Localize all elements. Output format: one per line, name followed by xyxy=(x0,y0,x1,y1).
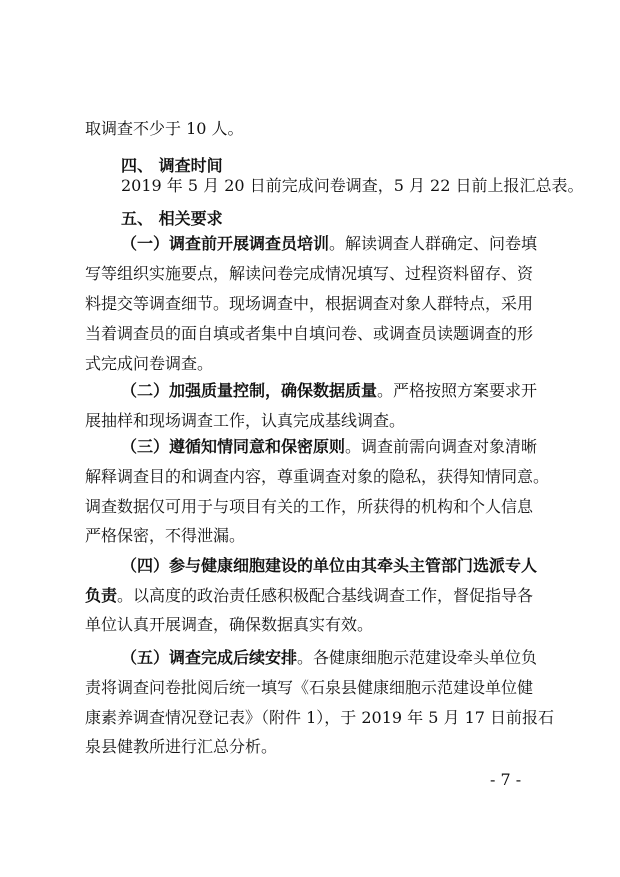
line-text: 式完成问卷调查。 xyxy=(85,354,214,373)
line-text: 料提交等调查细节。现场调查中，根据调查对象人群特点，采用 xyxy=(85,294,534,313)
body-line xyxy=(85,411,405,431)
paragraph-lead: （二）加强质量控制，确保数据质量 xyxy=(121,381,378,400)
body-line xyxy=(85,526,245,546)
paragraph-lead: （一）调查前开展调查员培训 xyxy=(121,234,330,253)
body-line xyxy=(85,264,533,284)
line-text: 康素养调查情况登记表》（附件 1），于 2019 年 5 月 17 日前报石 xyxy=(85,708,555,727)
paragraph-lead: 负责 xyxy=(85,586,118,605)
body-line xyxy=(85,586,533,606)
heading-text: 五、 相关要求 xyxy=(121,209,223,228)
line-text: 严格保密，不得泄漏。 xyxy=(85,526,246,545)
line-text: 取调查不少于 10 人。 xyxy=(85,119,244,138)
body-line xyxy=(85,324,533,344)
line-text: 。解读调查人群确定、问卷填 xyxy=(329,234,538,253)
paragraph-lead: （四）参与健康细胞建设的单位由其牵头主管部门选派专人 xyxy=(121,556,538,575)
paragraph-first-line xyxy=(121,556,537,576)
paragraph-first-line xyxy=(121,234,537,254)
line-text: 。调查前需向调查对象清晰 xyxy=(345,437,538,456)
line-text: 写等组织实施要点，解读问卷完成情况填写、过程资料留存、资 xyxy=(85,264,534,283)
paragraph-first-line xyxy=(121,437,537,457)
heading-text: 四、 调查时间 xyxy=(121,156,223,175)
body-line xyxy=(85,467,549,487)
body-line xyxy=(85,497,533,517)
paragraph-lead: （五）调查完成后续安排 xyxy=(121,648,298,667)
section-heading xyxy=(121,209,223,229)
line-text: 。以高度的政治责任感积极配合基线调查工作，督促指导各 xyxy=(117,586,534,605)
body-line xyxy=(85,708,554,728)
paragraph-first-line xyxy=(121,648,537,668)
line-text: 责将调查问卷批阅后统一填写《石泉县健康细胞示范建设单位健 xyxy=(85,678,534,697)
paragraph-first-line xyxy=(121,381,537,401)
body-line xyxy=(121,176,584,196)
line-text: 解释调查目的和调查内容，尊重调查对象的隐私，获得知情同意。 xyxy=(85,467,550,486)
line-text: 泉县健教所进行汇总分析。 xyxy=(85,737,278,756)
body-line xyxy=(85,678,533,698)
page-number: - 7 - xyxy=(490,770,522,789)
line-text: 。严格按照方案要求开 xyxy=(377,381,538,400)
line-text: 2019 年 5 月 20 日前完成问卷调查，5 月 22 日前上报汇总表。 xyxy=(121,176,584,195)
body-line xyxy=(85,737,277,757)
body-line xyxy=(85,354,213,374)
line-text: 调查数据仅可用于与项目有关的工作，所获得的机构和个人信息 xyxy=(85,497,534,516)
line-text: 当着调查员的面自填或者集中自填问卷、或调查员读题调查的形 xyxy=(85,324,534,343)
body-line xyxy=(85,615,373,635)
line-text: 单位认真开展调查，确保数据真实有效。 xyxy=(85,615,374,634)
body-line xyxy=(85,294,533,314)
line-text: 展抽样和现场调查工作，认真完成基线调查。 xyxy=(85,411,406,430)
paragraph-lead: （三）遵循知情同意和保密原则 xyxy=(121,437,346,456)
body-line xyxy=(85,119,244,139)
line-text: 。各健康细胞示范建设牵头单位负 xyxy=(297,648,538,667)
section-heading xyxy=(121,156,223,176)
